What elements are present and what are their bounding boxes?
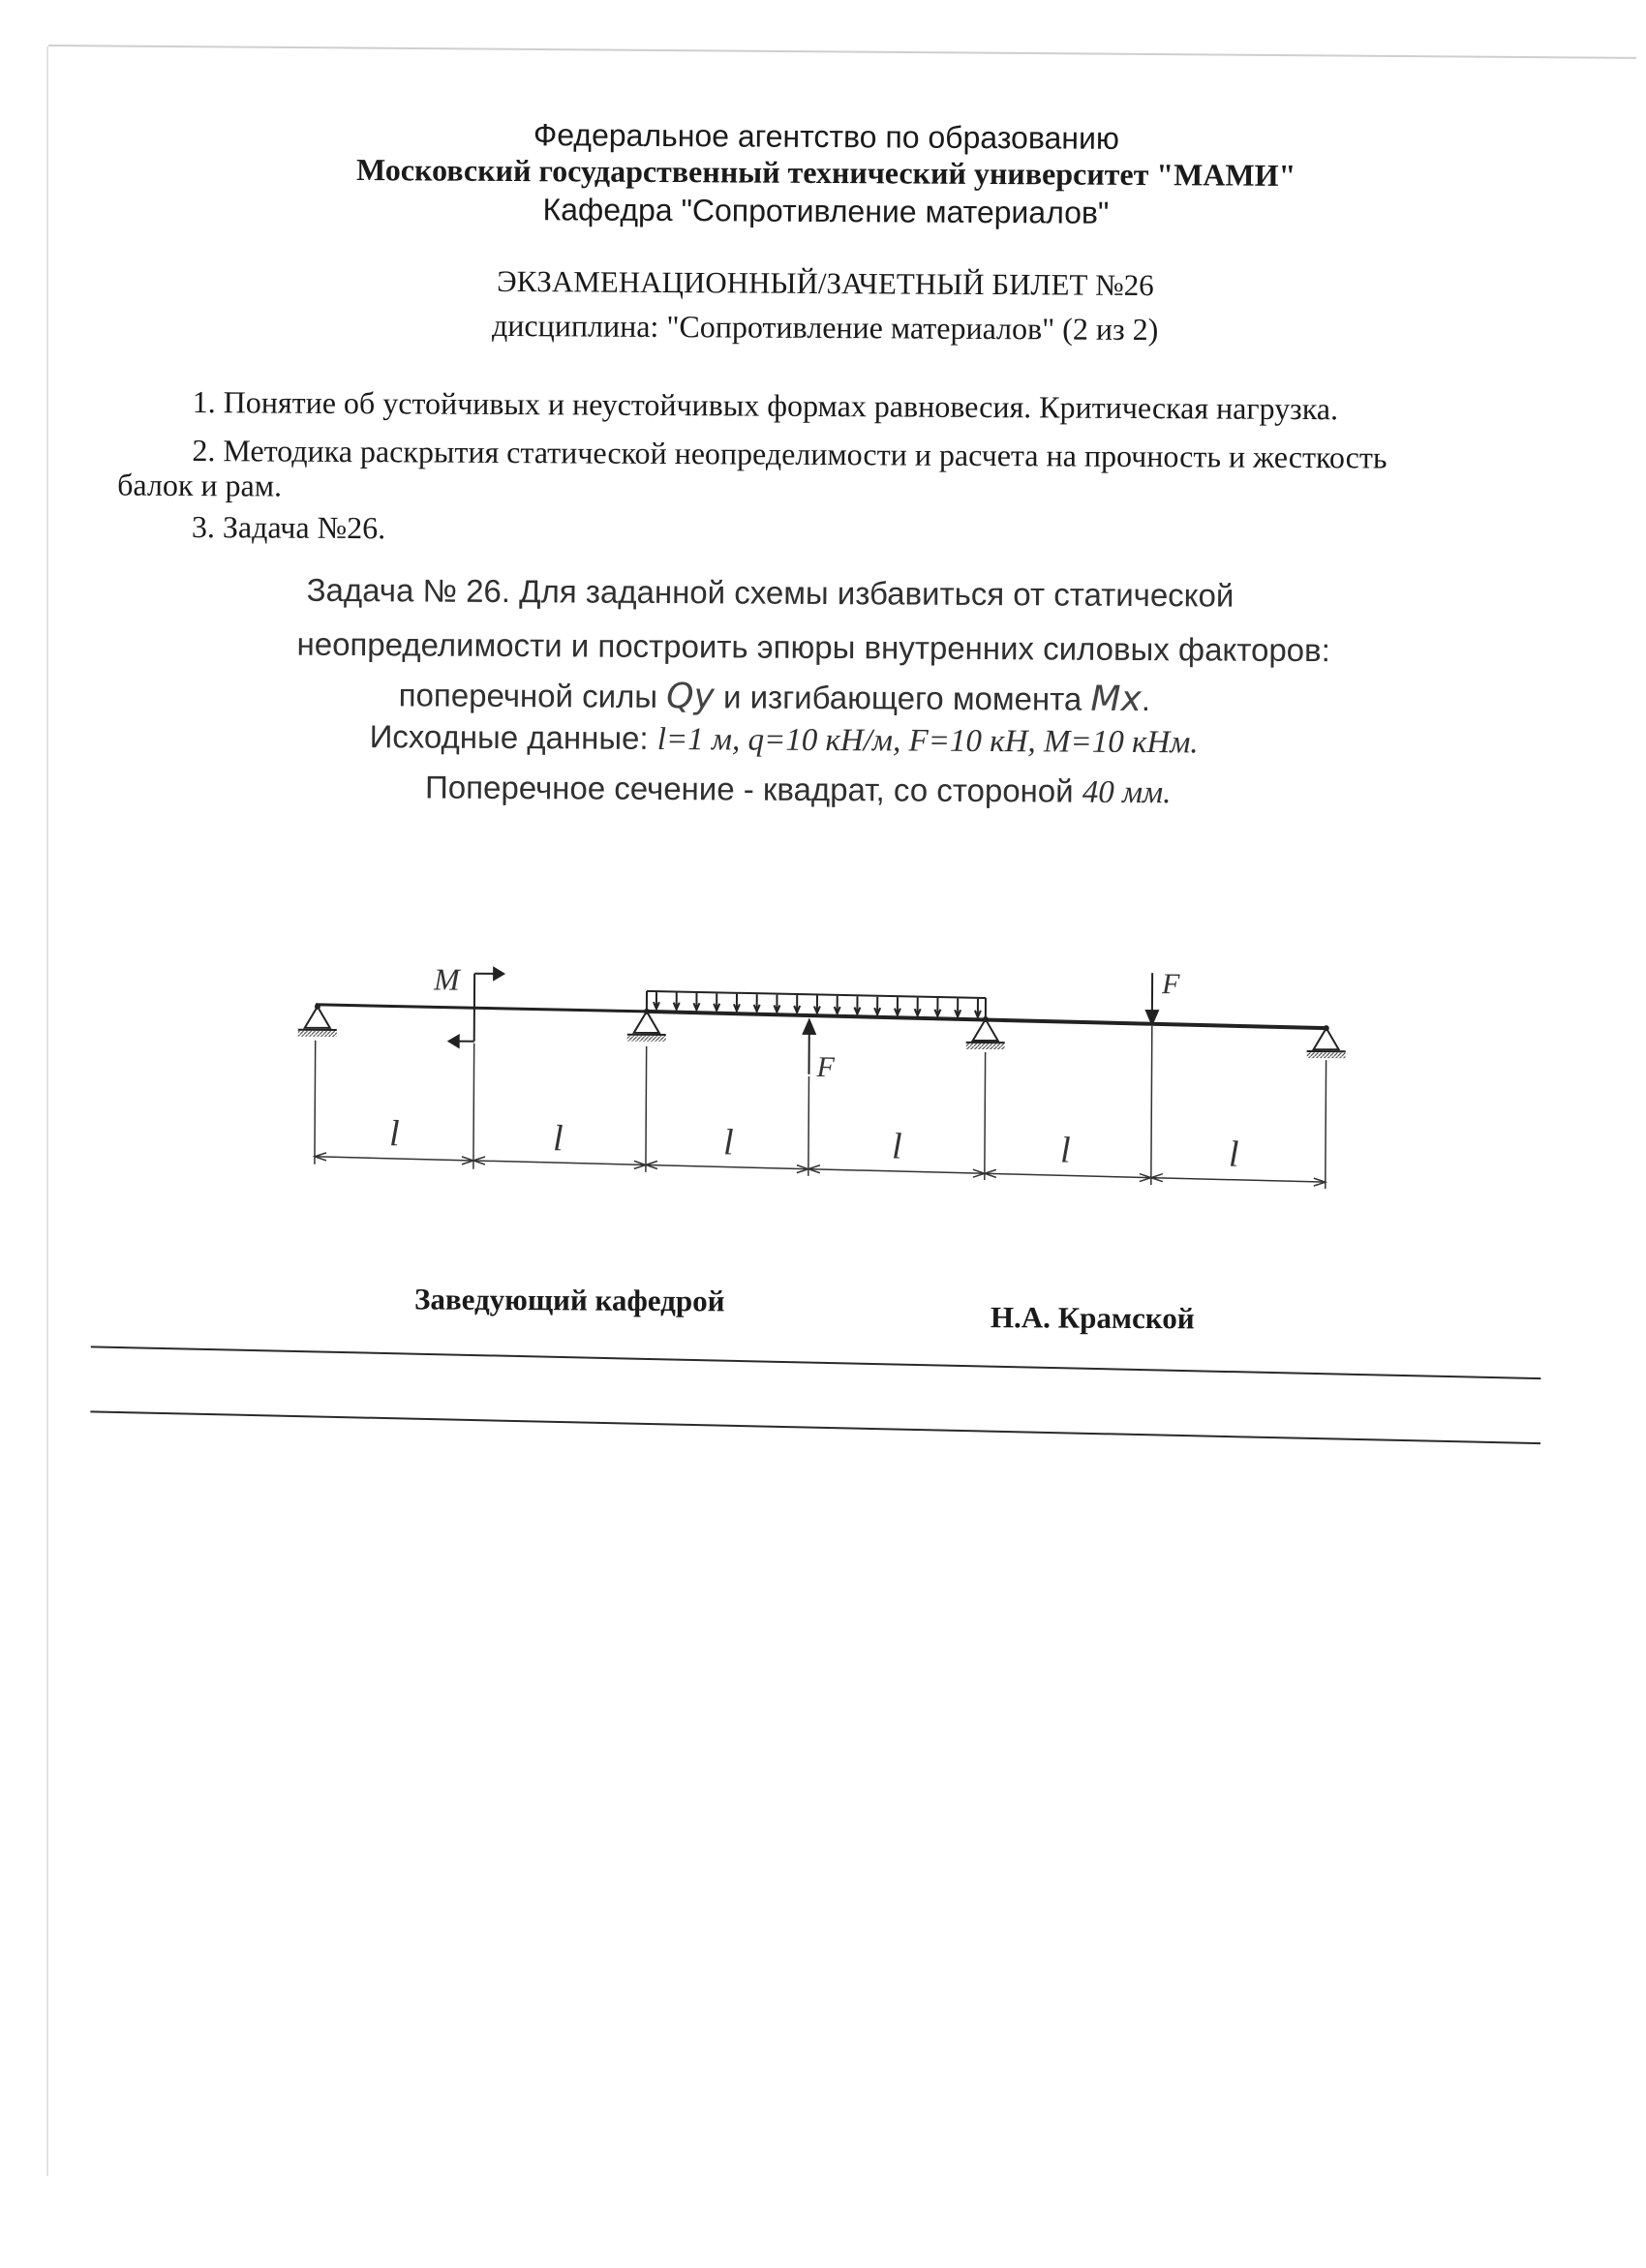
span-label-5: l: [1060, 1131, 1071, 1171]
span-label-3: l: [723, 1122, 734, 1163]
support-1: [298, 1004, 337, 1037]
task-statement-line1: Задача № 26. Для заданной схемы избавиться от статической: [0, 569, 1594, 616]
moment-label: M: [433, 962, 462, 997]
support-4: [1307, 1025, 1346, 1058]
beam-left-part: [316, 1005, 647, 1012]
cross-section-label: Поперечное сечение - квадрат, со стороной: [425, 769, 1074, 808]
signature-name: Н.А. Крамской: [991, 1300, 1195, 1336]
span-label-6: l: [1229, 1134, 1239, 1175]
shear-force-symbol: Qy: [666, 677, 715, 716]
question-2: 2. Методика раскрытия статической неопределимости и расчета на прочность и жесткость: [192, 433, 1387, 476]
force-down-label: F: [1161, 968, 1180, 1000]
signature-role: Заведующий кафедрой: [414, 1282, 725, 1318]
task-line3-end: .: [1142, 681, 1150, 717]
force-up: [803, 1020, 814, 1074]
department-name: Кафедра "Сопротивление материалов": [3, 189, 1646, 234]
task-statement-line2: неопределимости и построить эпюры внутренних силовых факторов:: [0, 624, 1636, 671]
ticket-title: ЭКЗАМЕНАЦИОННЫЙ/ЗАЧЕТНЫЙ БИЛЕТ №26: [2, 261, 1646, 306]
extension-lines: [315, 1021, 1326, 1189]
bending-moment-symbol: Mx: [1090, 680, 1142, 719]
span-label-4: l: [892, 1126, 902, 1166]
task-shear-text: поперечной силы: [399, 677, 658, 714]
question-3: 3. Задача №26.: [192, 509, 385, 546]
force-down: [1146, 973, 1158, 1024]
dimension-line: [315, 1157, 1326, 1182]
initial-data-label: Исходные данные:: [370, 718, 649, 756]
question-1: 1. Понятие об устойчивых и неустойчивых формах равновесия. Критическая нагрузка.: [193, 384, 1339, 427]
task-moment-text: и изгибающего момента: [723, 679, 1082, 716]
span-label-2: l: [553, 1118, 564, 1159]
force-up-label: F: [815, 1051, 835, 1083]
question-2-continuation: балок и рам.: [117, 468, 282, 504]
cross-section-size: 40 мм.: [1082, 775, 1172, 811]
initial-data-values: l=1 м, q=10 кН/м, F=10 кН, M=10 кНм.: [657, 722, 1199, 760]
agency-name: Федеральное агентство по образованию: [3, 114, 1646, 160]
university-name: Московский государственный технический университет "МАМИ": [3, 150, 1646, 196]
span-label-1: l: [389, 1113, 400, 1154]
discipline-line: дисциплина: "Сопротивление материалов" (2 из 2): [2, 305, 1646, 350]
